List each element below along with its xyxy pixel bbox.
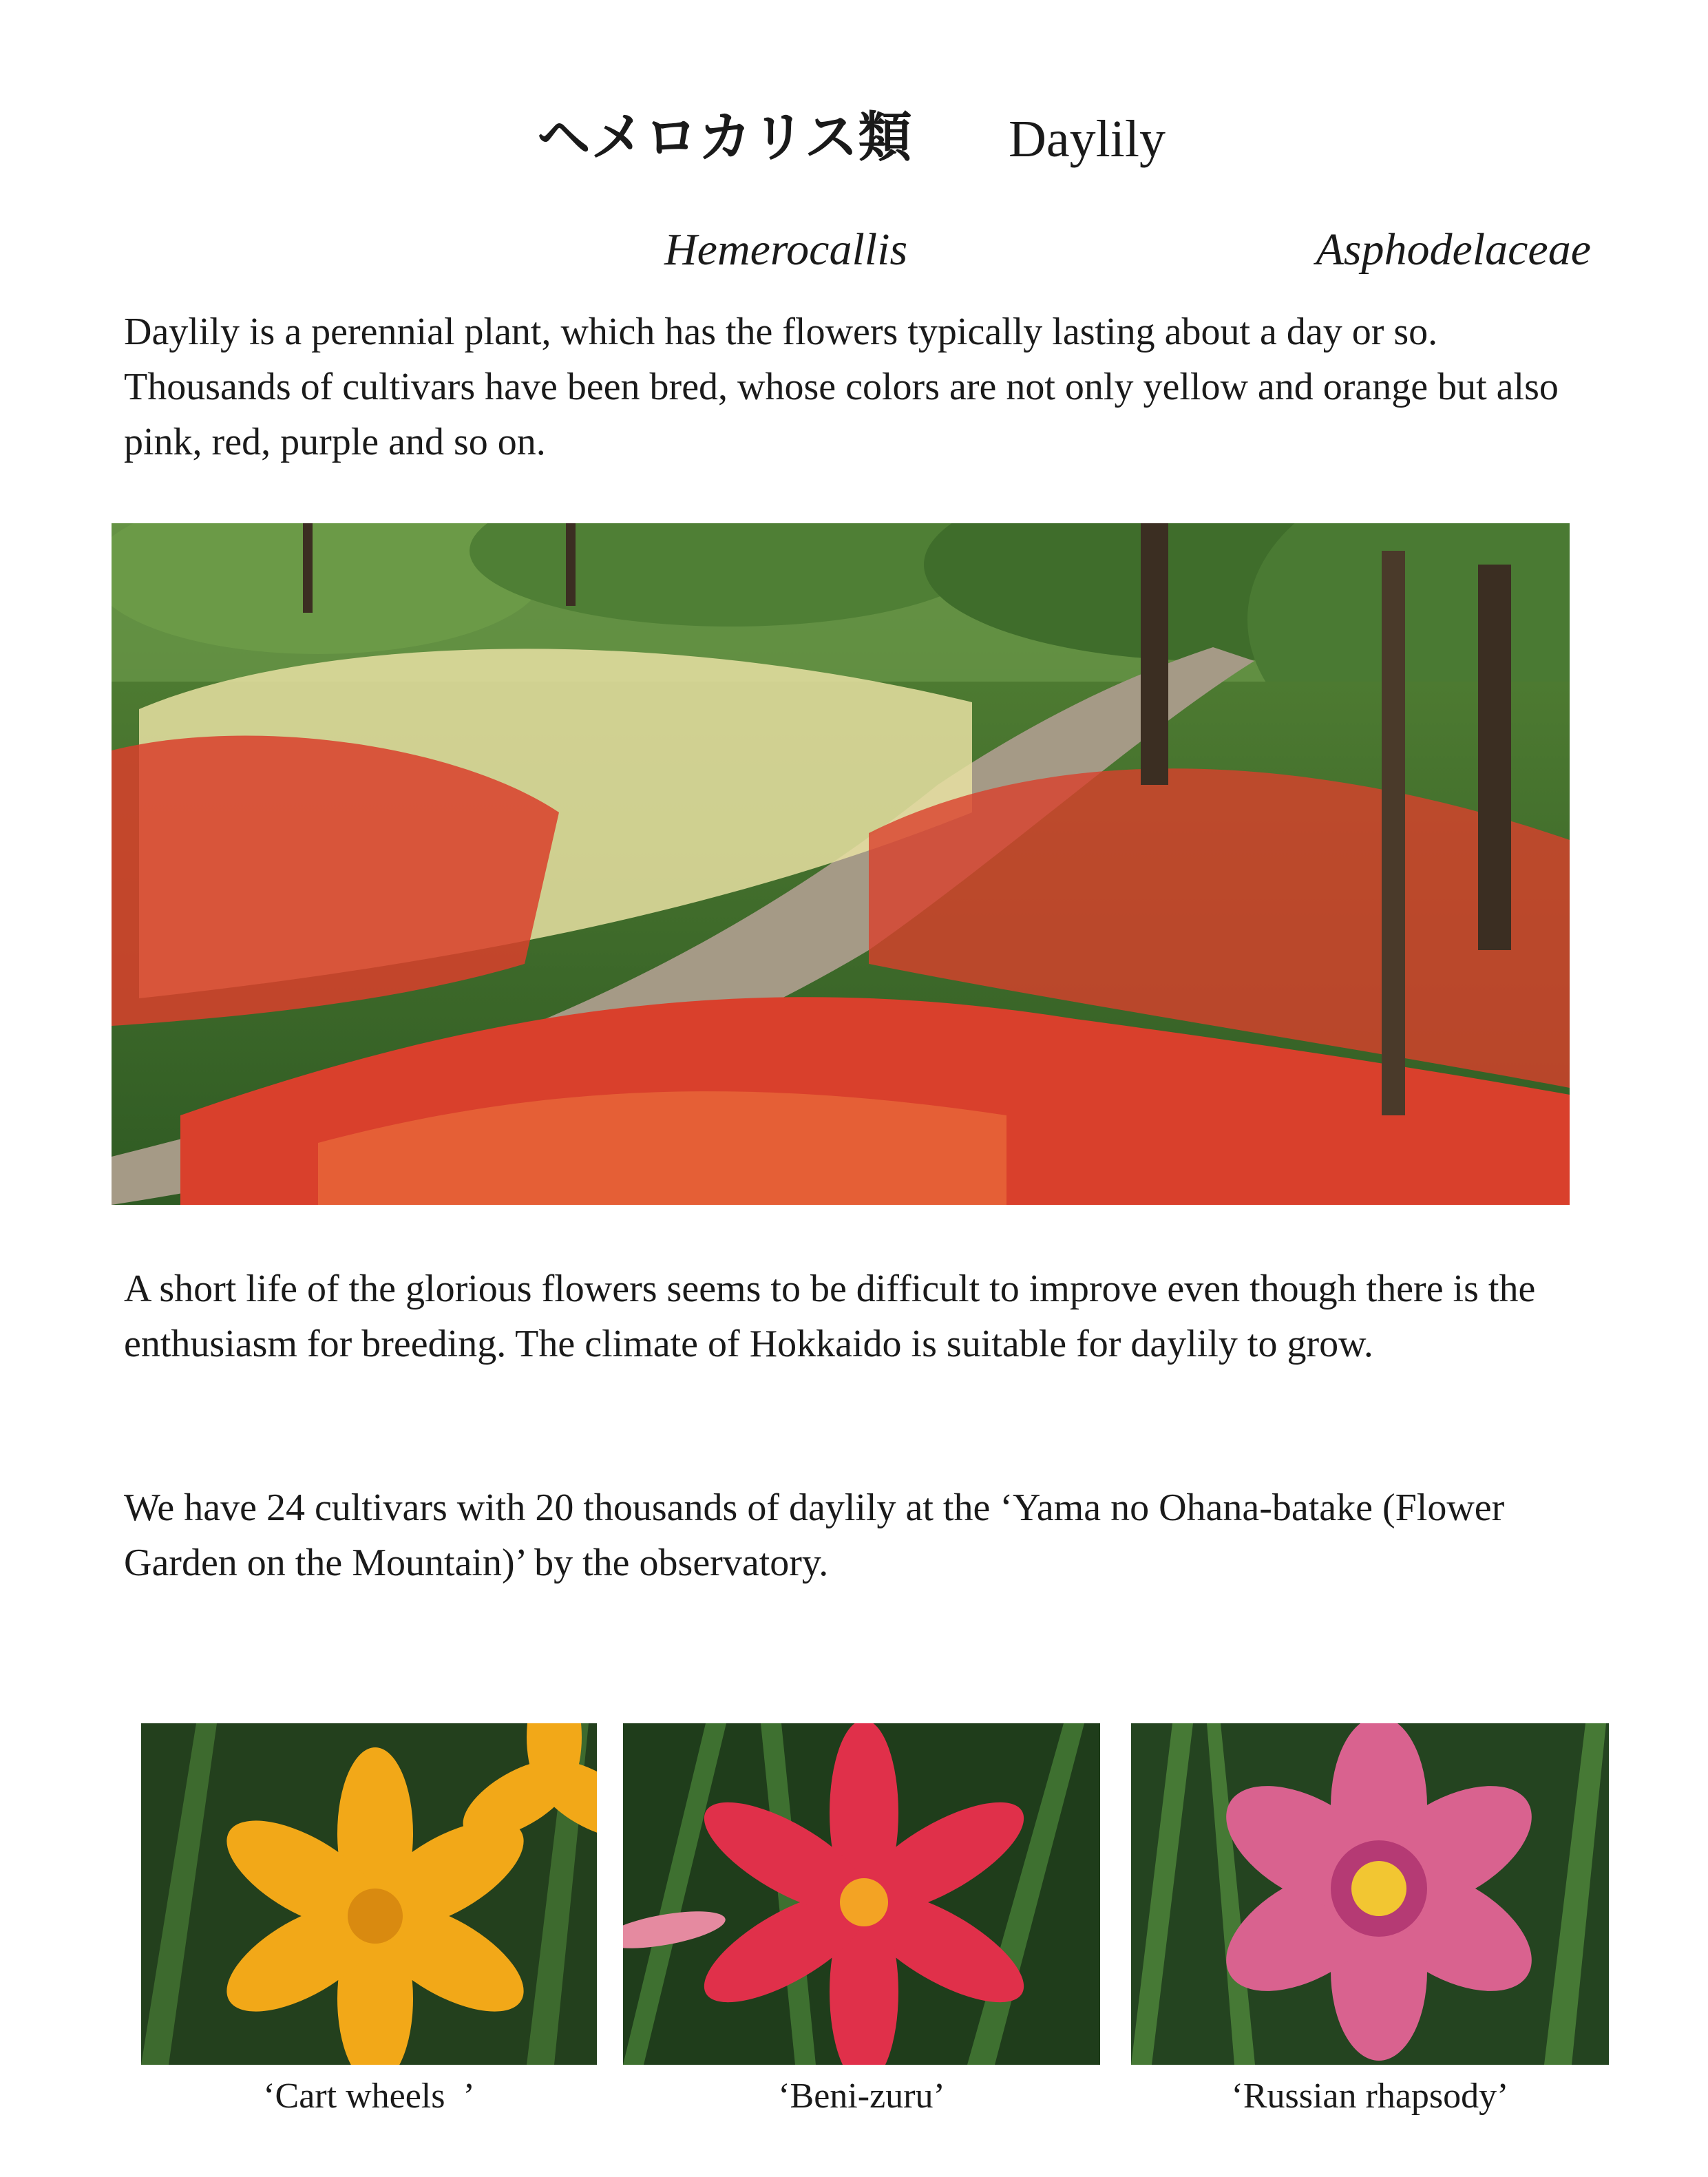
intro-paragraph: Daylily is a perennial plant, which has the flowers typically lasting about a day or so. Thousands of cultivars have been bred, whose colors are not only yellow and orange but also pink, red, purple and so on. <box>124 311 1559 463</box>
cultivar-photo-russian-rhapsody <box>1131 1723 1609 2065</box>
title-english: Daylily <box>1009 110 1166 168</box>
garden-paragraph: We have 24 cultivars with 20 thousands of daylily at the ‘Yama no Ohana-batake (Flower Garden on the Mountain)’ by the observatory. <box>124 1486 1505 1584</box>
climate-paragraph: A short life of the glorious flowers seems to be difficult to improve even though there is the enthusiasm for breeding. The climate of Hokkaido is suitable for daylily to grow. <box>124 1268 1536 1365</box>
genus-name: Hemerocallis <box>664 224 908 275</box>
cultivar-photo-beni-zuru <box>623 1723 1100 2065</box>
caption-cart-wheels: ‘Cart wheels ’ <box>263 2076 475 2116</box>
caption-beni-zuru: ‘Beni-zuru’ <box>778 2076 945 2116</box>
garden-photo <box>112 523 1570 1205</box>
caption-russian-rhapsody: ‘Russian rhapsody’ <box>1231 2076 1509 2116</box>
cultivar-photo-cart-wheels <box>141 1723 597 2065</box>
family-name: Asphodelaceae <box>1316 224 1591 275</box>
title-japanese: ヘメロカリス類 <box>537 107 912 169</box>
